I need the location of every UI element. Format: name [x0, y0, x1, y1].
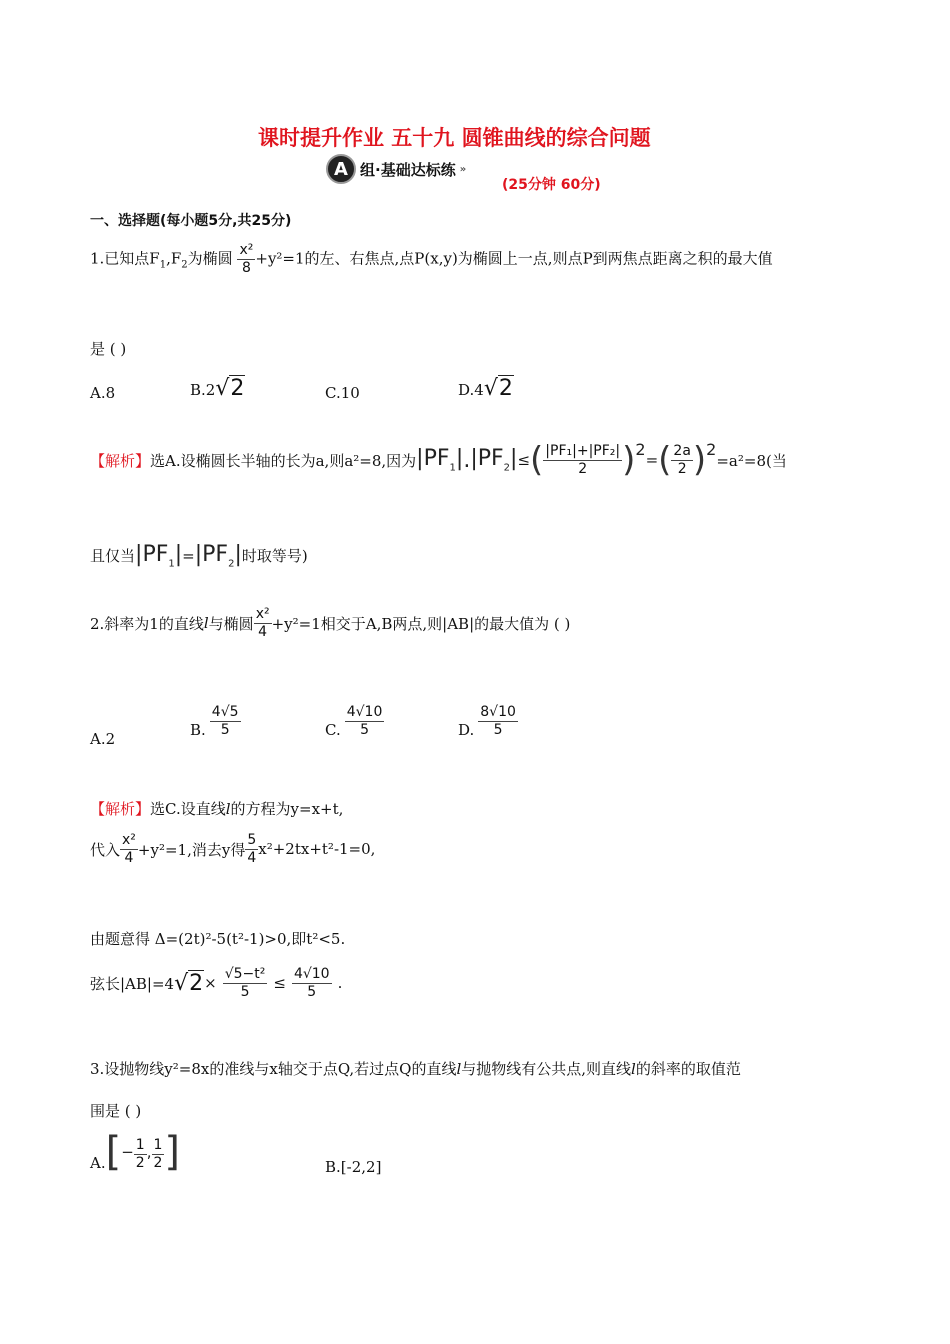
q2-option-label: B.: [190, 720, 206, 739]
sqrt-radicand: 2: [498, 376, 513, 401]
le-symbol: ≤: [517, 451, 531, 469]
a2-fraction: [120, 832, 138, 867]
answer-2-line-4: [90, 966, 342, 1001]
q1-text: 为椭圆: [187, 249, 233, 268]
q1-text: 1.已知点F: [90, 249, 160, 268]
q1-text: ,F: [166, 249, 182, 268]
q3-option-b: B.[-2,2]: [325, 1158, 382, 1176]
fraction-num: √5−t²: [224, 966, 266, 982]
section-header: 一、选择题(每小题5分,共25分): [90, 213, 292, 229]
fraction-den: 5: [240, 983, 250, 1000]
q2-option-d: [458, 704, 518, 739]
exponent: 2: [706, 440, 717, 459]
fraction-num: 5: [247, 832, 257, 848]
answer-2-line-3: 由题意得 Δ=(2t)²-5(t²-1)>0,即t²<5.: [90, 930, 346, 948]
q3-option-label: A.: [90, 1154, 106, 1172]
sqrt-symbol: √2: [215, 376, 245, 401]
answer-label: 【解析】: [90, 800, 151, 818]
eq-symbol: =: [645, 451, 659, 469]
fraction-den: 5: [493, 721, 503, 738]
answer-1-line-2: [90, 542, 308, 569]
fraction-num: 4√5: [211, 704, 239, 720]
q2-option-fraction: [478, 704, 518, 739]
q1-fraction-den: 8: [241, 259, 251, 276]
q2-option-a: A.2: [90, 730, 116, 748]
q3-text: 与抛物线有公共点,则直线: [461, 1060, 632, 1078]
a2-fraction-4: [292, 966, 332, 1001]
a1-text: =a²=8(当: [716, 451, 787, 470]
abs-pf1: $|PF_1|$: [416, 446, 464, 474]
question-3-line-2: 围是 ( ): [90, 1102, 142, 1120]
question-2: [90, 606, 570, 641]
a2-text: 代入: [90, 840, 121, 859]
a2-text: x²+2tx+t²-1=0,: [258, 840, 376, 859]
q2-option-fraction: [345, 704, 385, 739]
a1-fraction-2: [671, 443, 693, 478]
sqrt-symbol: √2: [174, 970, 204, 996]
q1-text: +y²=1的左、右焦点,点P(x,y)为椭圆上一点,则点P到两焦点距离之积的最大值: [255, 249, 773, 268]
q1-option-a: A.8: [90, 384, 116, 402]
q2-frac-num: x²: [255, 606, 270, 622]
a1-frac2-den: 2: [677, 460, 687, 477]
abs-pf2: $|PF_2|$: [470, 446, 518, 474]
q2-option-c: [325, 704, 384, 739]
fraction-num: x²: [122, 832, 136, 848]
q2-option-label: C.: [325, 720, 341, 739]
fraction-num: 1: [135, 1137, 145, 1154]
abs-pf1: $|PF_1|$: [135, 542, 183, 570]
a2-text: 选C.设直线: [150, 800, 226, 818]
line-l: l: [456, 1060, 462, 1078]
group-letter-icon: A: [326, 154, 356, 184]
q2-text: 2.斜率为1的直线: [90, 614, 204, 633]
q3-fraction: [152, 1137, 165, 1172]
line-l: l: [203, 614, 209, 633]
answer-2-line-2: [90, 832, 375, 867]
q3-option-a: A. [ − $\frac{1}{2}$ , $\frac{1}{2}$ ]: [90, 1129, 181, 1175]
fraction-den: 5: [360, 721, 369, 738]
q1-fraction-num: x²: [239, 242, 254, 258]
page-title: 课时提升作业 五十九 圆锥曲线的综合问题: [258, 126, 651, 150]
q1-option-b: [190, 376, 245, 401]
question-1-line-2: 是 ( ): [90, 340, 127, 358]
question-1-line-1: 1.已知点$F_1,F_2$为椭圆 $\frac{\text{x²}}{8}$ +y²=1的左、右焦点,点P(x,y)为椭圆上一点,则点P到两焦点距离之积的最大值: [90, 242, 773, 276]
a1-fraction-1: [543, 443, 622, 478]
pf-text: PF: [142, 542, 169, 567]
sqrt-radicand: 2: [189, 970, 204, 996]
q1-option-d: [458, 376, 514, 401]
q1-fraction: [237, 242, 255, 277]
abs-pf2: $|PF_2|$: [194, 542, 242, 570]
q2-option-b: [190, 704, 241, 739]
sqrt-symbol: √2: [483, 376, 513, 401]
fraction-den: 4: [247, 849, 257, 866]
times-symbol: ×: [204, 974, 217, 993]
group-badge: [326, 154, 466, 184]
sqrt-radicand: 2: [230, 376, 245, 401]
question-3-line-1: [90, 1058, 741, 1079]
q3-text: 3.设抛物线y²=8x的准线与x轴交于点Q,若过点Q的直线: [90, 1060, 457, 1078]
q2-option-fraction: [210, 704, 241, 739]
a1-text: 且仅当: [90, 547, 136, 566]
q1-option-c: C.10: [325, 384, 360, 402]
q3-text: 的斜率的取值范: [635, 1060, 741, 1078]
answer-label: 【解析】: [90, 451, 151, 470]
q3-fraction: [134, 1137, 147, 1172]
q2-option-label: D.: [458, 720, 475, 739]
timing-info: (25分钟 60分): [502, 177, 601, 193]
a2-fraction-2: [245, 832, 258, 867]
fraction-num: 4√10: [293, 966, 330, 982]
q2-fraction: [254, 606, 272, 641]
fraction-den: 2: [135, 1155, 145, 1172]
a1-text: 选A.设椭圆长半轴的长为a,则a²=8,因为: [150, 451, 417, 470]
fraction-den: 4: [124, 849, 134, 866]
period: .: [337, 974, 343, 993]
dot-operator: .: [463, 447, 471, 473]
q1-option-b-label: B.2: [190, 381, 216, 399]
a2-text: 弦长|AB|=4: [90, 974, 175, 993]
badge-chevron-icon: »: [459, 163, 467, 175]
a1-frac1-num: |PF₁|+|PF₂|: [545, 442, 621, 459]
q2-text: +y²=1相交于A,B两点,则|AB|的最大值为 ( ): [271, 614, 571, 633]
answer-2-line-1: [90, 798, 343, 819]
group-badge-text: 组·基础达标练: [360, 160, 456, 179]
answer-1-line-1: 【解析】 选A.设椭圆长半轴的长为a,则a²=8,因为 $|PF_1|$ . $|PF_2|$ ≤ ( $\frac{\text{|PF₁|+|PF₂|}}{2}$ ) 2 = ( $\frac{2a}{2}$ ) 2 =a²=8(当: [90, 440, 787, 480]
line-l: l: [225, 800, 231, 818]
a2-text: +y²=1,消去y得: [137, 840, 246, 859]
a2-text: 的方程为y=x+t,: [230, 800, 344, 818]
q2-text: 与椭圆: [208, 614, 254, 633]
fraction-num: 4√10: [346, 704, 383, 720]
pf-text: PF: [477, 446, 504, 472]
fraction-den: 5: [307, 983, 317, 1000]
a1-frac2-num: 2a: [673, 442, 691, 459]
a1-text: 时取等号): [241, 547, 308, 566]
a1-frac1-den: 2: [578, 460, 588, 477]
exponent: 2: [635, 440, 646, 459]
a2-fraction-3: [223, 966, 268, 1001]
minus-sign: −: [121, 1143, 134, 1161]
eq-symbol: =: [182, 546, 195, 565]
pf-text: PF: [202, 542, 229, 567]
le-symbol: ≤: [273, 974, 286, 993]
fraction-num: 1: [153, 1137, 163, 1154]
pf-text: PF: [423, 446, 450, 472]
line-l: l: [631, 1060, 636, 1078]
fraction-den: 5: [220, 721, 230, 738]
q1-option-d-label: D.4: [458, 381, 484, 399]
fraction-num: 8√10: [480, 704, 516, 720]
q2-frac-den: 4: [258, 623, 268, 640]
fraction-den: 2: [153, 1155, 163, 1172]
